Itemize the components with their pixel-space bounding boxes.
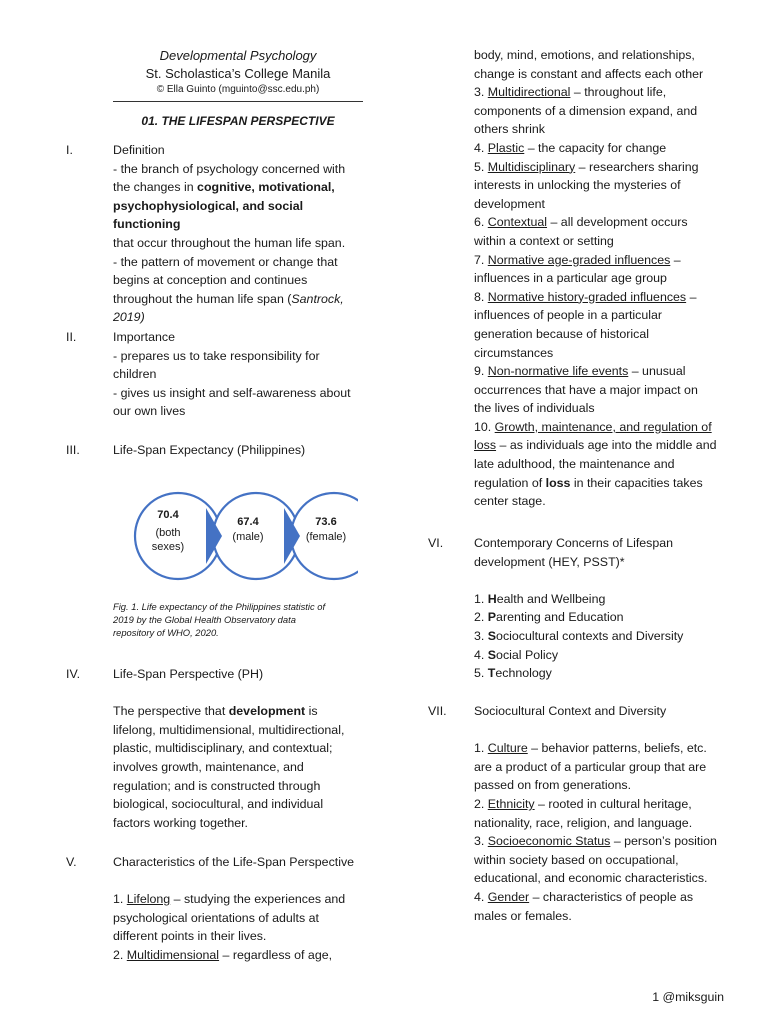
list-item bbox=[474, 590, 724, 609]
text-line bbox=[113, 308, 365, 327]
school-name: St. Scholastica’s College Manila bbox=[145, 66, 331, 81]
item-number: 2. bbox=[113, 947, 127, 962]
text-span: – researchers sharing bbox=[575, 159, 699, 174]
citation: 2019) bbox=[113, 310, 145, 325]
text-span: ealth and Wellbeing bbox=[496, 591, 606, 606]
section-lifespan-perspective bbox=[113, 665, 365, 832]
text-span: – as individuals age into the middle and bbox=[496, 438, 717, 453]
item-number: 9. bbox=[474, 364, 488, 379]
text-line: interests in unlocking the mysteries of bbox=[474, 178, 681, 193]
text-line bbox=[474, 739, 724, 758]
text-line: plastic, multidisciplinary, and contextual; bbox=[113, 741, 333, 756]
text-line bbox=[474, 474, 724, 493]
text-span: – regardless of age, bbox=[219, 947, 333, 962]
text-line: center stage. bbox=[474, 494, 546, 509]
bold-span: loss bbox=[545, 475, 571, 490]
text-line: late adulthood, the maintenance and bbox=[474, 457, 675, 472]
item-number: 4. bbox=[474, 889, 488, 904]
text-line: development bbox=[474, 196, 545, 211]
text-line: occurrences that have a major impact on bbox=[474, 382, 698, 397]
spacer bbox=[113, 684, 365, 703]
list-item bbox=[474, 627, 724, 646]
text-line bbox=[113, 290, 365, 309]
term: Multidimensional bbox=[126, 947, 220, 962]
text-span: – unusual bbox=[628, 364, 686, 379]
text-line bbox=[474, 436, 724, 455]
section-title: Contemporary Concerns of Lifespan bbox=[474, 536, 674, 550]
bold-span: psychophysiological, and social functioning bbox=[113, 198, 304, 232]
header-divider bbox=[113, 101, 363, 102]
text-line: generation because of historical bbox=[474, 326, 649, 341]
section-life-expectancy bbox=[113, 441, 365, 460]
text-line: regulation; and is constructed through bbox=[113, 778, 321, 793]
text-span: is bbox=[305, 704, 318, 719]
item-number: 7. bbox=[474, 252, 488, 267]
acronym-letter: T bbox=[487, 666, 496, 681]
term: Multidisciplinary bbox=[487, 159, 576, 174]
term: Gender bbox=[487, 889, 530, 904]
section-importance bbox=[113, 328, 365, 421]
term: Ethnicity bbox=[487, 796, 535, 811]
spacer bbox=[474, 721, 724, 740]
section-number-1: I. bbox=[66, 143, 73, 157]
text-line: involves growth, maintenance, and bbox=[113, 759, 304, 774]
item-number: 4. bbox=[474, 647, 488, 662]
item-number: 10. bbox=[474, 419, 495, 434]
list-item bbox=[474, 664, 724, 683]
item-number: 3. bbox=[474, 85, 488, 100]
male-label: (male) bbox=[232, 531, 264, 543]
text-line: components of a dimension expand, and bbox=[474, 103, 698, 118]
section-definition bbox=[113, 141, 365, 327]
both-value: 70.4 bbox=[157, 509, 179, 521]
text-line: the lives of individuals bbox=[474, 401, 595, 416]
item-number: 1. bbox=[474, 741, 488, 756]
text-line: passed on from generations. bbox=[474, 778, 632, 793]
text-span: – all development occurs bbox=[547, 215, 688, 230]
item-number: 4. bbox=[474, 140, 488, 155]
text-span: – rooted in cultural heritage, bbox=[534, 796, 692, 811]
text-span: in their capacities takes bbox=[570, 475, 703, 490]
term: Multidirectional bbox=[487, 85, 571, 100]
list-item bbox=[474, 646, 724, 665]
term: loss bbox=[474, 438, 497, 453]
figure-caption bbox=[113, 600, 363, 639]
text-span: – behavior patterns, beliefs, etc. bbox=[527, 741, 707, 756]
text-line: different points in their lives. bbox=[113, 929, 267, 944]
text-span: the changes in bbox=[113, 180, 198, 195]
bold-span: cognitive, motivational, bbox=[197, 180, 335, 195]
text-line: factors working together. bbox=[113, 815, 248, 830]
section-title: development (HEY, PSST)* bbox=[474, 554, 625, 569]
text-line: our own lives bbox=[113, 404, 186, 419]
text-line: - the branch of psychology concerned with bbox=[113, 161, 346, 176]
text-line: are a product of a particular group that are bbox=[474, 759, 707, 774]
text-line bbox=[474, 213, 724, 232]
female-value: 73.6 bbox=[315, 516, 337, 528]
item-number: 5. bbox=[474, 159, 488, 174]
female-label: (female) bbox=[305, 531, 347, 543]
term: Socioeconomic Status bbox=[487, 834, 611, 849]
text-span: ociocultural contexts and Diversity bbox=[496, 628, 684, 643]
text-line bbox=[474, 888, 724, 907]
text-line: psychological orientations of adults at bbox=[113, 910, 319, 925]
both-label: (both bbox=[155, 527, 181, 539]
text-line: biological, sociocultural, and individual bbox=[113, 797, 324, 812]
text-span: regulation of bbox=[474, 475, 546, 490]
acronym-letter: S bbox=[487, 647, 497, 662]
text-line bbox=[113, 702, 365, 721]
caption-line: 2019 by the Global Health Observatory data bbox=[113, 614, 296, 625]
text-span: – characteristics of people as bbox=[529, 889, 694, 904]
text-line: educational, and economic characteristics. bbox=[474, 871, 708, 886]
text-line: others shrink bbox=[474, 122, 545, 137]
item-number: 1. bbox=[474, 591, 488, 606]
text-line: lifelong, multidimensional, multidirectional, bbox=[113, 722, 345, 737]
text-span: – the capacity for change bbox=[524, 140, 667, 155]
text-line: within a context or setting bbox=[474, 233, 614, 248]
term: Non-normative life events bbox=[487, 364, 629, 379]
text-line: influences of people in a particular bbox=[474, 308, 663, 323]
section-title: Life-Span Expectancy (Philippines) bbox=[113, 443, 306, 457]
text-line: children bbox=[113, 367, 157, 382]
text-line: - gives us insight and self-awareness about bbox=[113, 385, 351, 400]
text-line: begins at conception and continues bbox=[113, 273, 308, 288]
term: Growth, maintenance, and regulation of bbox=[494, 419, 712, 434]
section-number-6: VI. bbox=[428, 536, 444, 550]
life-expectancy-figure bbox=[128, 488, 358, 598]
text-line bbox=[113, 946, 365, 965]
text-span: echnology bbox=[495, 666, 552, 681]
section-number-5: V. bbox=[66, 855, 77, 869]
text-span: – studying the experiences and bbox=[170, 892, 346, 907]
acronym-letter: H bbox=[487, 591, 497, 606]
text-line bbox=[113, 178, 365, 197]
text-span: – bbox=[670, 252, 681, 267]
section-title: Importance bbox=[113, 330, 175, 344]
section-title: Characteristics of the Life-Span Perspective bbox=[113, 855, 355, 869]
section-title: Life-Span Perspective (PH) bbox=[113, 667, 264, 681]
acronym-letter: P bbox=[487, 610, 497, 625]
lesson-title: 01. THE LIFESPAN PERSPECTIVE bbox=[141, 114, 335, 128]
text-line bbox=[474, 832, 724, 851]
bold-span: development bbox=[228, 704, 306, 719]
section-sociocultural bbox=[474, 702, 724, 925]
text-span: – person’s position bbox=[610, 834, 717, 849]
term: Lifelong bbox=[126, 892, 171, 907]
spacer bbox=[474, 571, 724, 590]
copyright-line: © Ella Guinto (mguinto@ssc.edu.ph) bbox=[156, 84, 320, 95]
text-line bbox=[474, 288, 724, 307]
list-item bbox=[474, 608, 724, 627]
text-span: – bbox=[686, 289, 697, 304]
item-number: 2. bbox=[474, 610, 488, 625]
text-line bbox=[474, 158, 724, 177]
term: Contextual bbox=[487, 215, 548, 230]
section-number-4: IV. bbox=[66, 667, 81, 681]
text-line bbox=[474, 139, 724, 158]
caption-line: Fig. 1. Life expectancy of the Philippines statistic of bbox=[113, 601, 326, 612]
item-number: 8. bbox=[474, 289, 488, 304]
characteristics-continued bbox=[474, 46, 724, 511]
text-line: influences in a particular age group bbox=[474, 271, 667, 286]
text-span: – throughout life, bbox=[570, 85, 667, 100]
section-number-2: II. bbox=[66, 330, 77, 344]
term: Plastic bbox=[487, 140, 525, 155]
text-span: The perspective that bbox=[113, 704, 229, 719]
spacer bbox=[113, 872, 365, 891]
text-line bbox=[474, 362, 724, 381]
item-number: 6. bbox=[474, 215, 488, 230]
text-line bbox=[113, 890, 365, 909]
course-title: Developmental Psychology bbox=[159, 48, 317, 63]
section-title: Definition bbox=[113, 143, 165, 157]
acronym-letter: S bbox=[487, 628, 497, 643]
item-number: 5. bbox=[474, 666, 488, 681]
text-line: that occur throughout the human life span. bbox=[113, 235, 346, 250]
item-number: 1. bbox=[113, 892, 127, 907]
text-line bbox=[474, 251, 724, 270]
term: Culture bbox=[487, 741, 528, 756]
text-span: throughout the human life span ( bbox=[113, 291, 292, 306]
section-number-7: VII. bbox=[428, 704, 447, 718]
text-line: males or females. bbox=[474, 908, 572, 923]
text-line: circumstances bbox=[474, 345, 554, 360]
citation: Santrock, bbox=[291, 291, 344, 306]
text-line bbox=[474, 83, 724, 102]
both-label: sexes) bbox=[151, 541, 185, 553]
text-line bbox=[113, 197, 365, 234]
item-number: 3. bbox=[474, 834, 488, 849]
item-number: 2. bbox=[474, 796, 488, 811]
male-value: 67.4 bbox=[237, 516, 259, 528]
document-header bbox=[113, 47, 363, 97]
text-span: ocial Policy bbox=[496, 647, 559, 662]
item-number: 3. bbox=[474, 628, 488, 643]
section-title: Sociocultural Context and Diversity bbox=[474, 704, 667, 718]
page-footer: 1 @miksguin bbox=[652, 990, 724, 1004]
text-line bbox=[474, 418, 724, 437]
section-characteristics bbox=[113, 853, 365, 965]
text-line: change is constant and affects each other bbox=[474, 66, 704, 81]
section-contemporary-concerns bbox=[474, 534, 724, 683]
text-line: - prepares us to take responsibility for bbox=[113, 348, 320, 363]
text-line: body, mind, emotions, and relationships, bbox=[474, 48, 695, 62]
section-number-3: III. bbox=[66, 443, 80, 457]
text-line: within society based on occupational, bbox=[474, 852, 679, 867]
term: Normative history-graded influences bbox=[487, 289, 687, 304]
caption-line: repository of WHO, 2020. bbox=[113, 627, 219, 638]
term: Normative age-graded influences bbox=[487, 252, 671, 267]
text-line: nationality, race, religion, and language. bbox=[474, 815, 693, 830]
text-line: - the pattern of movement or change that bbox=[113, 254, 338, 269]
text-span: arenting and Education bbox=[496, 610, 624, 625]
text-line bbox=[474, 795, 724, 814]
